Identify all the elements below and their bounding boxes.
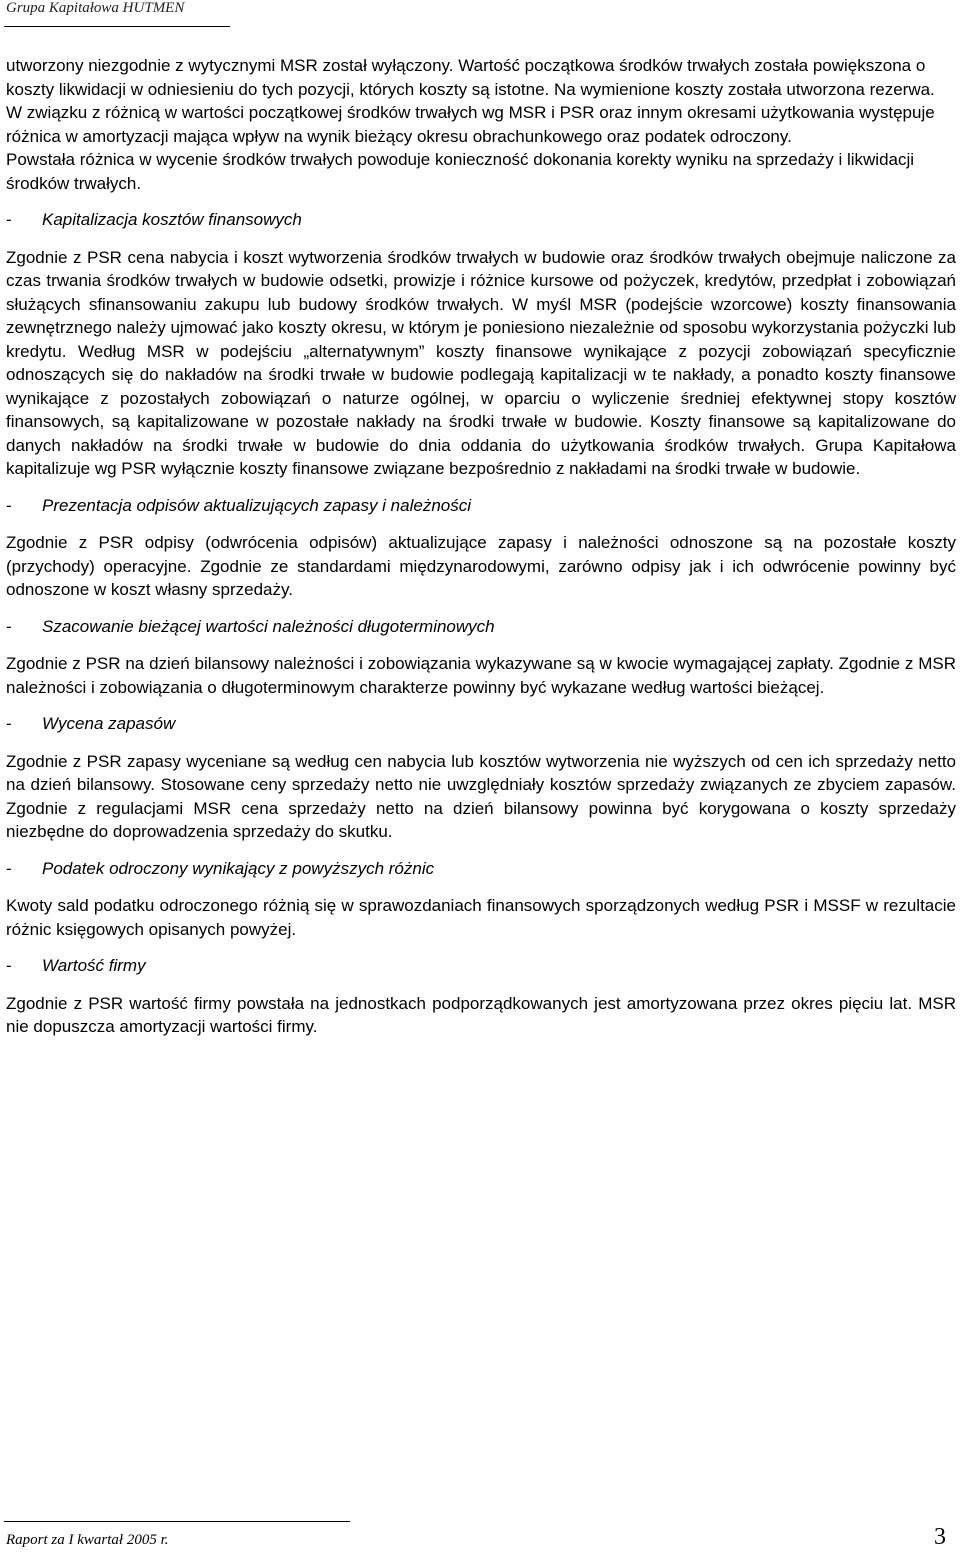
section-heading <box>6 615 956 639</box>
page-number: 3 <box>934 1524 946 1550</box>
intro-paragraph: utworzony niezgodnie z wytycznymi MSR został wyłączony. Wartość początkowa środków trwałych została powiększona o koszty likwidacji w odniesieniu do tych pozycji, których koszty są istotne. Na wymienione koszty została utworzona rezerwa. <box>6 56 935 99</box>
section-heading-text: Wartość firmy <box>42 956 146 975</box>
list-dash: - <box>6 956 12 975</box>
section-paragraph: Zgodnie z PSR wartość firmy powstała na jednostkach podporządkowanych jest amortyzowana przez okres pięciu lat. MSR nie dopuszcza amortyzacji wartości firmy. <box>6 993 956 1036</box>
section-heading-text: Kapitalizacja kosztów finansowych <box>42 210 302 229</box>
section-paragraph: Kwoty sald podatku odroczonego różnią się w sprawozdaniach finansowych sporządzonych według PSR i MSSF w rezultacie różnic księgowych opisanych powyżej. <box>6 896 956 939</box>
section-paragraph: Zgodnie z PSR cena nabycia i koszt wytworzenia środków trwałych w budowie oraz środków trwałych obejmuje naliczone za czas trwania środków trwałych w budowie odsetki, prowizje i różnice kursowe od pożyczek, kredytów, przedpłat i zobowiązań służących sfinansowaniu zakupu lub budowy środków trwałych. W myśl MSR (podejście wzorcowe) koszty finansowania zewnętrznego należy ujmować jako koszty okresu, w którym je poniesiono niezależnie od sposobu wykorzystania pożyczki lub kredytu. Według MSR w podejściu „alternatywnym” koszty finansowe wynikające z pozycji zobowiązań specyficznie odnoszących się do nakładów na środki trwałe w budowie podlegają kapitalizacji w te nakłady, a ponadto koszty finansowe wynikające z pozostałych zobowiązań o naturze ogólnej, w oparciu o wyliczenie średniej efektywnej stopy kosztów finansowych, są kapitalizowane w pozostałe nakłady na środki trwałe w budowie. Koszty finansowe są kapitalizowane do danych nakładów na środki trwałe w budowie do dnia oddania do użytkowania środków trwałych. Grupa Kapitałowa kapitalizuje wg PSR wyłącznie koszty finansowe związane bezpośrednio z nakładami na środki trwałe w budowie. <box>6 247 956 478</box>
section-paragraph: Zgodnie z PSR odpisy (odwrócenia odpisów) aktualizujące zapasy i należności odnoszone są na pozostałe koszty (przychody) operacyjne. Zgodnie ze standardami międzynarodowymi, zarówno odpisy jak i ich odwrócenie powinny być odnoszone w koszt własny sprzedaży. <box>6 533 956 599</box>
header-rule <box>4 26 230 27</box>
list-dash: - <box>6 616 12 636</box>
list-dash: - <box>6 210 12 229</box>
section-heading-text: Szacowanie bieżącej wartości należności długoterminowych <box>42 616 495 636</box>
section-heading-text: Wycena zapasów <box>42 714 176 733</box>
footer-report-label: Raport za I kwartał 2005 r. <box>6 1532 169 1548</box>
section-paragraph: Zgodnie z PSR na dzień bilansowy należności i zobowiązania wykazywane są w kwocie wymagającej zapłaty. Zgodnie z MSR należności i zobowiązania o długoterminowym charakterze powinny być wykazane według wartości bieżącej. <box>6 654 956 697</box>
section-heading-text: Podatek odroczony wynikający z powyższych różnic <box>42 858 435 878</box>
section-paragraph: Zgodnie z PSR zapasy wyceniane są według cen nabycia lub kosztów wytworzenia nie wyższych od cen ich sprzedaży netto na dzień bilansowy. Stosowane ceny sprzedaży netto nie uwzględniały kosztów sprzedaży związanych ze zbyciem zapasów. Zgodnie z regulacjami MSR cena sprzedaży netto na dzień bilansowy powinna być korygowana o koszty sprzedaży niezbędne do doprowadzenia sprzedaży do skutku. <box>6 751 956 841</box>
section-heading <box>6 857 956 881</box>
section-heading-text: Prezentacja odpisów aktualizujących zapasy i należności <box>42 495 472 515</box>
section-heading <box>6 954 956 978</box>
section-heading <box>6 208 956 232</box>
section-heading <box>6 712 956 736</box>
document-body <box>6 54 956 1039</box>
list-dash: - <box>6 858 12 878</box>
list-dash: - <box>6 714 12 733</box>
list-dash: - <box>6 495 12 515</box>
intro-paragraph: Powstała różnica w wycenie środków trwałych powoduje konieczność dokonania korekty wyniku na sprzedaży i likwidacji środków trwałych. <box>6 150 915 193</box>
footer-rule <box>4 1521 350 1522</box>
section-heading <box>6 494 956 518</box>
intro-paragraph: W związku z różnicą w wartości początkowej środków trwałych wg MSR i PSR oraz innym okresami użytkowania występuje różnica w amortyzacji mająca wpływ na wynik bieżący okresu obrachunkowego oraz podatek odroczony. <box>6 103 935 146</box>
document-header-title: Grupa Kapitałowa HUTMEN <box>6 0 185 16</box>
